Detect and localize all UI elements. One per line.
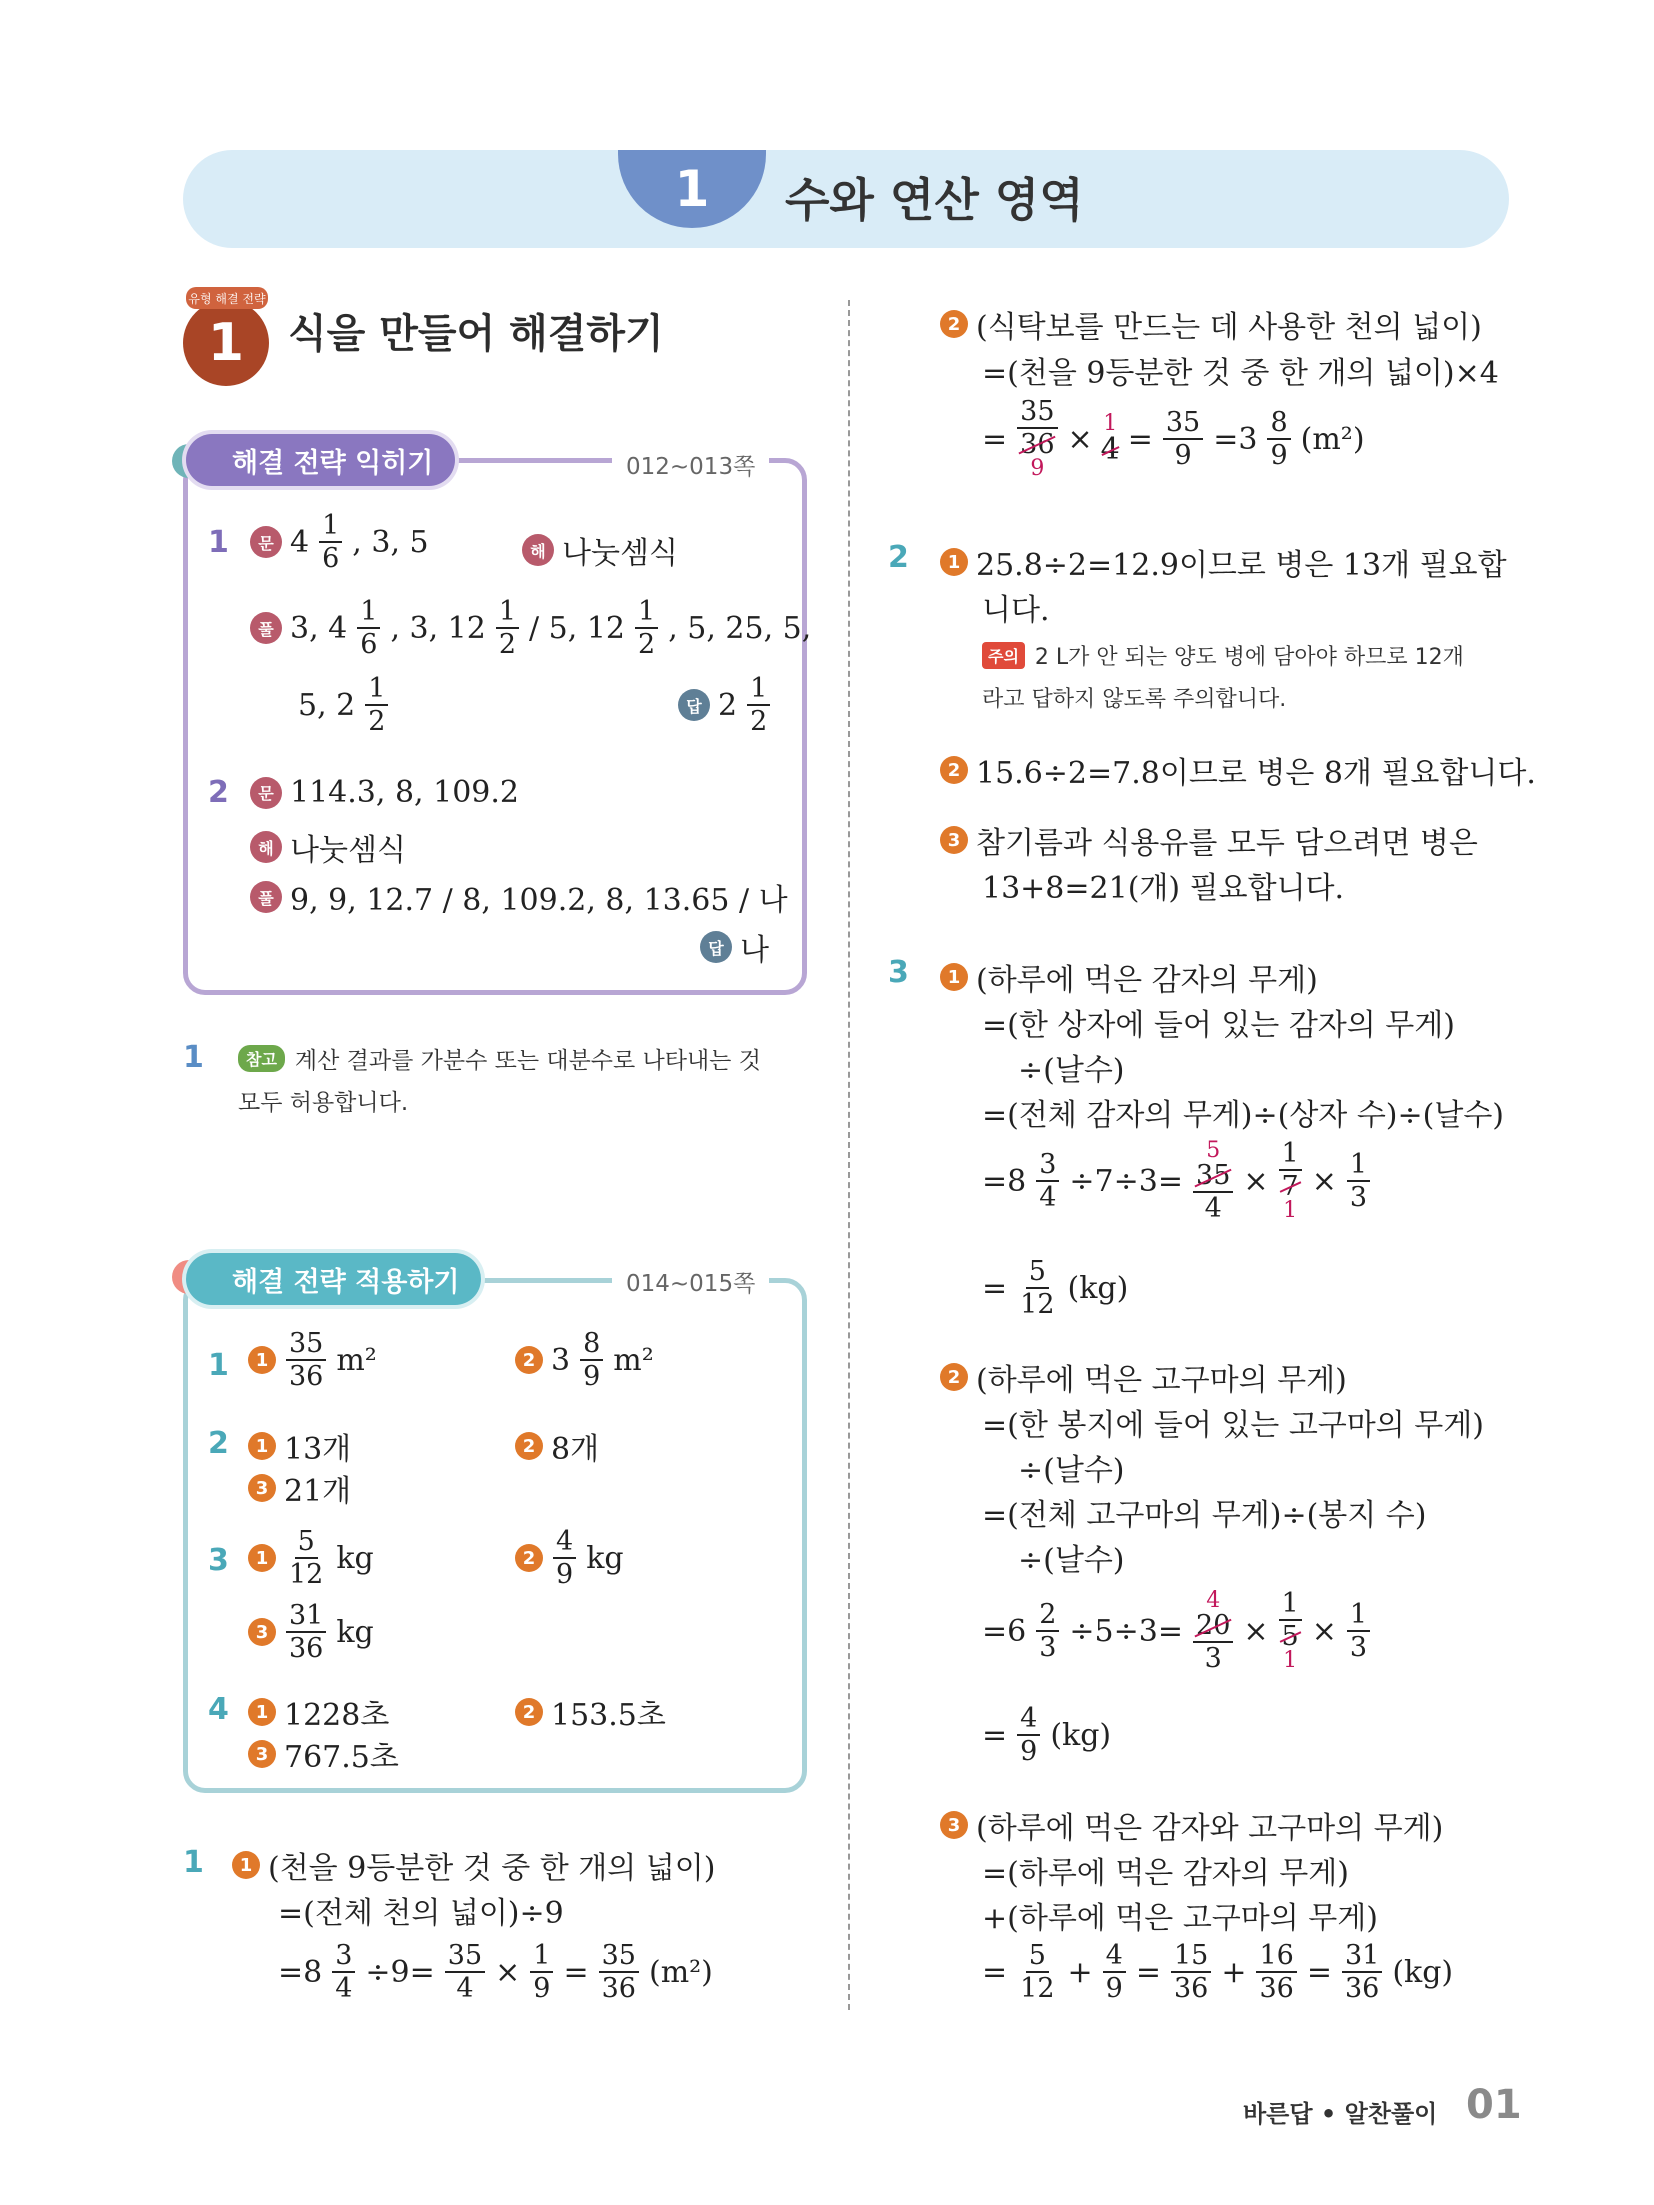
- text: 나: [740, 933, 769, 968]
- solution-line: [232, 1843, 715, 1887]
- solution-equation: [982, 1258, 1128, 1318]
- problem-line: [250, 875, 788, 919]
- problem-number: 2: [208, 1426, 229, 1461]
- pul-marker: 풀: [250, 881, 282, 913]
- fraction: $\frac{5}{12}$: [289, 1526, 324, 1590]
- solution-line: [940, 818, 1478, 862]
- unit-number: 1: [674, 160, 710, 218]
- solution-number: 1: [183, 1845, 204, 1880]
- fraction: $\frac{15}{36}$: [1171, 1942, 1211, 2002]
- cancelled-number: 1 4: [1100, 411, 1120, 467]
- text: 5, 2: [298, 687, 356, 723]
- note-line: [238, 1042, 761, 1075]
- text: =: [982, 1954, 1008, 1990]
- text: 8개: [551, 1432, 600, 1467]
- problem-line: [250, 512, 429, 572]
- warning-line: 라고 답하지 않도록 주의합니다.: [982, 687, 1287, 712]
- text: (하루에 먹은 감자와 고구마의 무게): [976, 1811, 1444, 1846]
- fraction: $\frac{35}{4}$: [445, 1942, 485, 2002]
- mark-3: 3: [940, 826, 968, 854]
- mark-2: 2: [515, 1346, 543, 1374]
- solution-equation: [982, 1140, 1372, 1222]
- fraction: $\frac{1}{2}$: [635, 598, 658, 658]
- solution-line: [940, 540, 1507, 584]
- problem-line: [298, 675, 390, 735]
- fraction: $\frac{4}{9}$: [553, 1528, 576, 1588]
- text: 1228초: [284, 1698, 390, 1733]
- text: ×: [1311, 1613, 1337, 1649]
- dap-marker: 답: [700, 931, 732, 963]
- text: 9, 9, 12.7 / 8, 109.2, 8, 13.65 / 나: [290, 883, 788, 918]
- answer-line: [678, 675, 772, 735]
- fraction: 4 20 3: [1193, 1590, 1233, 1672]
- mark-2: 2: [515, 1432, 543, 1460]
- mark-1: 1: [248, 1698, 276, 1726]
- mark-3: 3: [248, 1618, 276, 1646]
- problem-number: 3: [208, 1543, 229, 1578]
- problem-line: [250, 825, 406, 869]
- solution-line: =(한 봉지에 들어 있는 고구마의 무게): [982, 1408, 1484, 1443]
- answer-line: [248, 1330, 377, 1390]
- solution-line: [940, 302, 1482, 346]
- strategy-apply-label: 해결 전략 적용하기: [186, 1253, 481, 1305]
- unit: (kg): [1050, 1717, 1112, 1753]
- answer-line: [248, 1528, 374, 1588]
- answer-line: [515, 1528, 624, 1588]
- answer-line: [700, 925, 769, 969]
- answer-line: [515, 1330, 654, 1390]
- text: 2 L가 안 되는 양도 병에 담아야 하므로 12개: [1034, 645, 1464, 670]
- column-divider: [848, 300, 850, 2010]
- text: ×: [1243, 1613, 1269, 1649]
- mark-3: 3: [940, 1811, 968, 1839]
- hae-marker: 해: [522, 534, 554, 566]
- lesson-badge-tag: 유형 해결 전략: [186, 287, 268, 309]
- solution-number: 2: [888, 540, 909, 575]
- text: =: [1135, 1954, 1161, 1990]
- fraction: $\frac{2}{3}$: [1036, 1601, 1059, 1661]
- fraction: $\frac{31}{36}$: [1342, 1942, 1382, 2002]
- mark-1: 1: [248, 1432, 276, 1460]
- text: / 5, 12: [529, 610, 626, 646]
- solution-equation: [982, 1590, 1372, 1672]
- text: ×: [1243, 1163, 1269, 1199]
- text: =8: [278, 1954, 323, 1990]
- solution-line: ÷(날수): [1018, 1053, 1125, 1088]
- text: 767.5초: [284, 1740, 399, 1775]
- solution-line: 13+8=21(개) 필요합니다.: [982, 871, 1345, 906]
- mark-2: 2: [940, 756, 968, 784]
- text: 참기름과 식용유를 모두 담으려면 병은: [976, 826, 1478, 861]
- solution-line: =(한 상자에 들어 있는 감자의 무게): [982, 1008, 1455, 1043]
- text: =: [1306, 1954, 1332, 1990]
- mark-1: 1: [248, 1346, 276, 1374]
- text: ×: [495, 1954, 521, 1990]
- text: +: [1221, 1954, 1247, 1990]
- solution-equation: [278, 1942, 713, 2002]
- fraction: $\frac{35}{9}$: [1163, 409, 1203, 469]
- solution-line: ÷(날수): [1018, 1543, 1125, 1578]
- fraction: $\frac{4}{9}$: [1103, 1942, 1126, 2002]
- lesson-title: 식을 만들어 해결하기: [288, 311, 664, 357]
- text: 2: [718, 687, 738, 723]
- hae-marker: 해: [250, 831, 282, 863]
- unit-title: 수와 연산 영역: [785, 173, 1084, 227]
- solution-line: =(천을 9등분한 것 중 한 개의 넓이)×4: [982, 356, 1499, 391]
- fraction: 5 35 4: [1193, 1140, 1233, 1222]
- text: , 3, 12: [390, 610, 486, 646]
- moon-marker: 문: [250, 777, 282, 809]
- problem-number: 1: [208, 1348, 229, 1383]
- mark-1: 1: [940, 548, 968, 576]
- solution-line: =(하루에 먹은 감자의 무게): [982, 1856, 1349, 1891]
- solution-line: =(전체 고구마의 무게)÷(봉지 수): [982, 1498, 1427, 1533]
- unit: kg: [336, 1540, 374, 1576]
- strategy-practice-label: 해결 전략 익히기: [186, 434, 455, 486]
- text: ÷7÷3=: [1069, 1163, 1184, 1199]
- text: 13개: [284, 1432, 352, 1467]
- fraction: $\frac{8}{9}$: [1267, 409, 1290, 469]
- text: ÷9=: [365, 1954, 435, 1990]
- fraction: $\frac{8}{9}$: [580, 1330, 603, 1390]
- text: 21개: [284, 1474, 352, 1509]
- text: +: [1067, 1954, 1093, 1990]
- page-reference: 014~015쪽: [612, 1265, 769, 1298]
- unit: (kg): [1392, 1954, 1454, 1990]
- fraction: $\frac{1}{2}$: [747, 675, 770, 735]
- solution-line: ÷(날수): [1018, 1453, 1125, 1488]
- dap-marker: 답: [678, 689, 710, 721]
- fraction: $\frac{5}{12}$: [1020, 1256, 1055, 1320]
- text: (하루에 먹은 감자의 무게): [976, 963, 1318, 998]
- fraction: 1 5 1: [1279, 1590, 1302, 1672]
- pul-marker: 풀: [250, 612, 282, 644]
- fraction: $\frac{1}{2}$: [496, 598, 519, 658]
- text: (천을 9등분한 것 중 한 개의 넓이): [268, 1851, 716, 1886]
- unit: kg: [586, 1540, 624, 1576]
- solution-line: [940, 1355, 1347, 1399]
- text: 114.3, 8, 109.2: [290, 775, 519, 810]
- fraction: $\frac{1}{6}$: [357, 598, 380, 658]
- fraction: $\frac{1}{3}$: [1347, 1601, 1370, 1661]
- unit: (m²): [1300, 421, 1365, 457]
- problem-number: 2: [208, 775, 229, 810]
- text: 3: [551, 1342, 571, 1378]
- fraction: $\frac{16}{36}$: [1256, 1942, 1296, 2002]
- moon-marker: 문: [250, 526, 282, 558]
- text: 나눗셈식: [290, 833, 406, 868]
- warning-line: [982, 640, 1464, 671]
- note-tag: 참고: [238, 1045, 285, 1072]
- text: =: [982, 1717, 1008, 1753]
- mark-1: 1: [248, 1544, 276, 1572]
- fraction: $\frac{35}{36}$: [599, 1942, 639, 2002]
- page-number: 01: [1466, 2082, 1522, 2128]
- answer-line: [248, 1690, 389, 1734]
- warning-tag: 주의: [982, 642, 1025, 669]
- mark-2: 2: [515, 1544, 543, 1572]
- problem-line: [250, 598, 811, 658]
- text: 153.5초: [551, 1698, 666, 1733]
- problem-line: [522, 528, 678, 572]
- mark-1: 1: [232, 1851, 260, 1879]
- text: 4: [290, 524, 310, 560]
- mark-2: 2: [940, 310, 968, 338]
- solution-line: [940, 955, 1318, 999]
- text: =3: [1213, 421, 1258, 457]
- solution-equation: [982, 1942, 1453, 2002]
- solution-line: [940, 1803, 1443, 1847]
- answer-line: [515, 1424, 599, 1468]
- answer-line: [515, 1690, 666, 1734]
- solution-number: 3: [888, 955, 909, 990]
- answer-line: [248, 1602, 374, 1662]
- unit: kg: [336, 1614, 374, 1650]
- unit: m²: [613, 1342, 654, 1378]
- solution-line: +(하루에 먹은 고구마의 무게): [982, 1901, 1378, 1936]
- text: ÷5÷3=: [1069, 1613, 1184, 1649]
- solution-line: =(전체 천의 넓이)÷9: [278, 1896, 564, 1931]
- text: =: [982, 1270, 1008, 1306]
- mark-2: 2: [515, 1698, 543, 1726]
- fraction: $\frac{5}{12}$: [1020, 1940, 1055, 2004]
- text: =: [563, 1954, 589, 1990]
- text: , 5, 25, 5,: [668, 610, 812, 646]
- problem-line: [250, 775, 519, 810]
- page-reference: 012~013쪽: [612, 448, 769, 481]
- mark-1: 1: [940, 963, 968, 991]
- text: =6: [982, 1613, 1027, 1649]
- fraction: 35 36 9: [1017, 398, 1057, 480]
- fraction: $\frac{3}{4}$: [332, 1942, 355, 2002]
- unit: (kg): [1067, 1270, 1129, 1306]
- solution-line: =(전체 감자의 무게)÷(상자 수)÷(날수): [982, 1098, 1505, 1133]
- text: ×: [1311, 1163, 1337, 1199]
- text: =: [1127, 421, 1153, 457]
- note-line: 모두 허용합니다.: [238, 1090, 409, 1116]
- solution-equation: [982, 1705, 1111, 1765]
- text: 나눗셈식: [562, 536, 678, 571]
- answer-line: [248, 1732, 399, 1776]
- footer-book-title: 바른답 • 알찬풀이: [1243, 2100, 1438, 2128]
- solution-equation: [982, 398, 1365, 480]
- fraction: $\frac{1}{9}$: [530, 1942, 553, 2002]
- text: (m²): [648, 1954, 713, 1990]
- fraction: $\frac{1}{6}$: [319, 512, 342, 572]
- answer-line: [248, 1424, 351, 1468]
- mark-3: 3: [248, 1740, 276, 1768]
- text: ×: [1067, 421, 1093, 457]
- text: 계산 결과를 가분수 또는 대분수로 나타내는 것: [294, 1048, 761, 1074]
- fraction: $\frac{1}{2}$: [365, 675, 388, 735]
- answer-line: [248, 1466, 351, 1510]
- fraction: 1 7 1: [1279, 1140, 1302, 1222]
- text: =8: [982, 1163, 1027, 1199]
- fraction: $\frac{1}{3}$: [1347, 1151, 1370, 1211]
- unit: m²: [336, 1342, 377, 1378]
- mark-3: 3: [248, 1474, 276, 1502]
- note-number: 1: [183, 1040, 204, 1075]
- text: 3, 4: [290, 610, 348, 646]
- text: 25.8÷2=12.9이므로 병은 13개 필요합: [976, 548, 1507, 583]
- mark-2: 2: [940, 1363, 968, 1391]
- fraction: $\frac{31}{36}$: [286, 1602, 326, 1662]
- text: =: [982, 421, 1008, 457]
- lesson-number: 1: [207, 313, 245, 373]
- text: , 3, 5: [352, 524, 429, 560]
- problem-number: 1: [208, 525, 229, 560]
- text: (하루에 먹은 고구마의 무게): [976, 1363, 1347, 1398]
- text: (식탁보를 만드는 데 사용한 천의 넓이): [976, 310, 1482, 345]
- solution-line: 니다.: [982, 593, 1050, 628]
- fraction: $\frac{4}{9}$: [1017, 1705, 1040, 1765]
- problem-number: 4: [208, 1692, 229, 1727]
- fraction: $\frac{35}{36}$: [286, 1330, 326, 1390]
- solution-line: [940, 748, 1536, 792]
- fraction: $\frac{3}{4}$: [1036, 1151, 1059, 1211]
- text: 15.6÷2=7.8이므로 병은 8개 필요합니다.: [976, 756, 1536, 791]
